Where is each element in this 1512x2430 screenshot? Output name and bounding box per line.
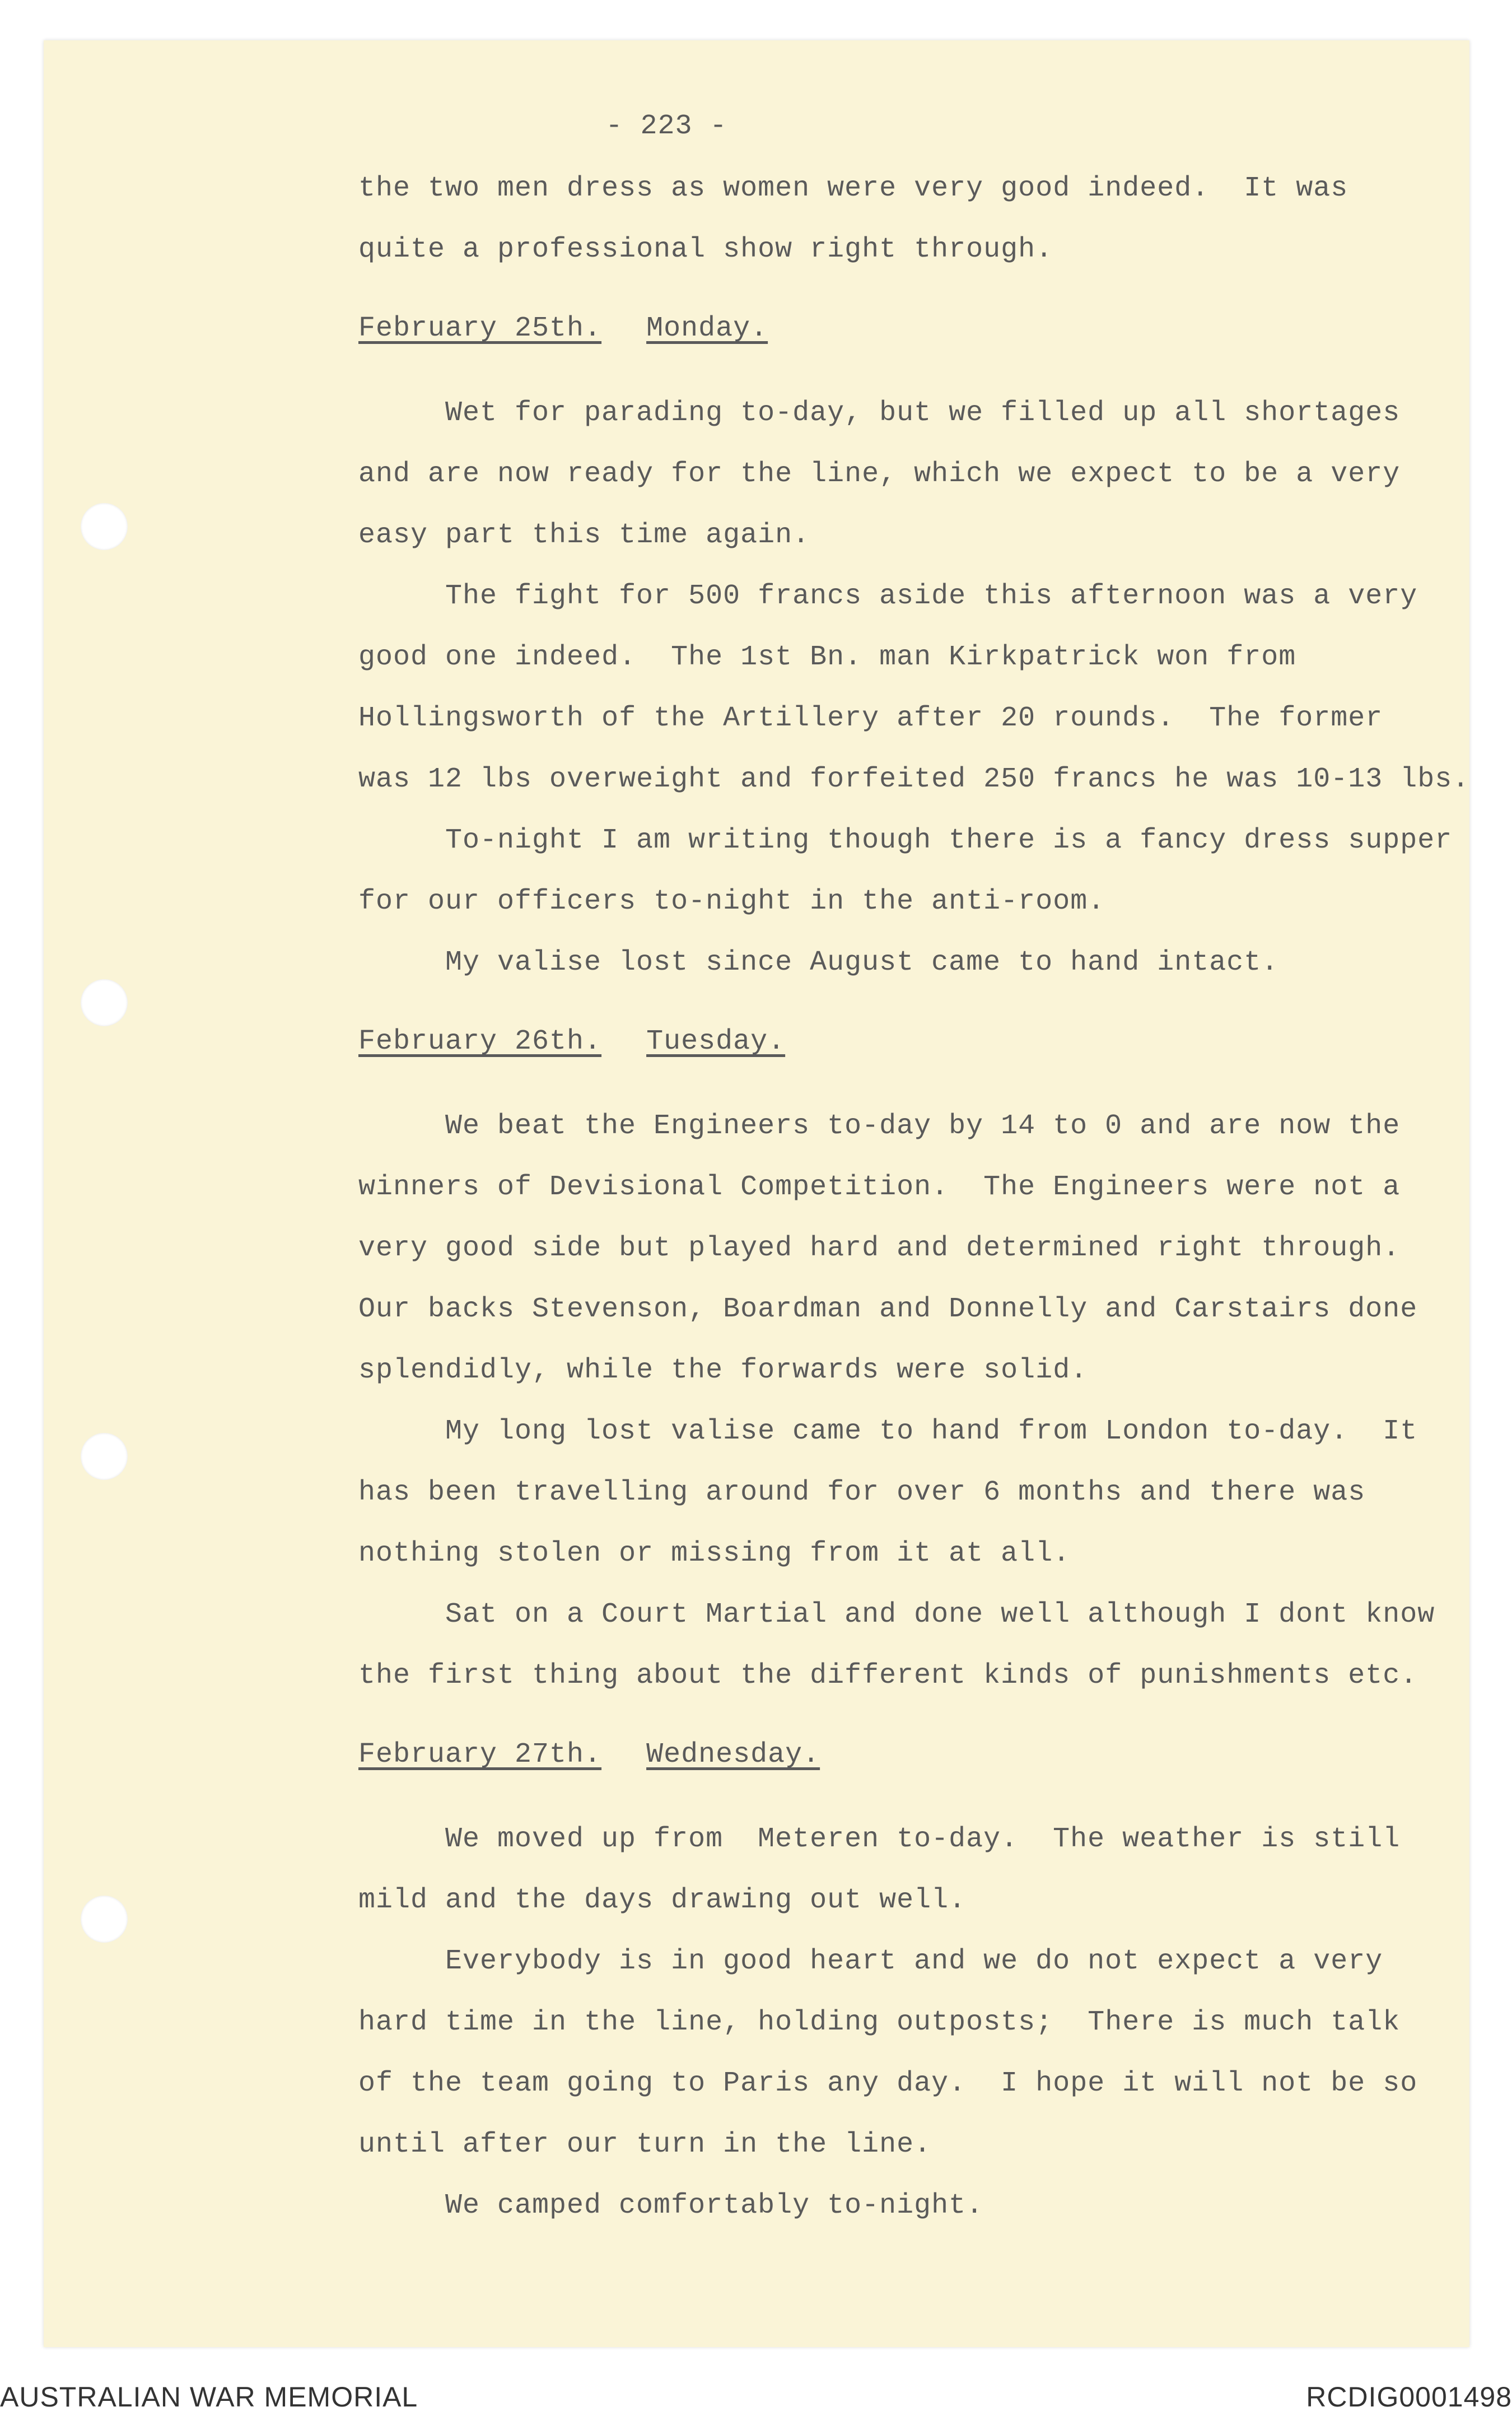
text-line: quite a professional show right through. [358,234,1053,266]
footer-reference: RCDIG0001498 [1306,2381,1512,2413]
text-line: was 12 lbs overweight and forfeited 250 francs he was 10-13 lbs. [358,764,1470,795]
heading-date: February 26th. [358,1026,602,1058]
text-line: We beat the Engineers to-day by 14 to 0 and are now the [445,1110,1401,1142]
page-number: - 223 - [605,110,727,142]
text-line: very good side but played hard and determined right through. [358,1232,1401,1264]
heading-day: Wednesday. [646,1739,820,1771]
text-line: Hollingsworth of the Artillery after 20 rounds. The former [358,702,1383,734]
text-line: winners of Devisional Competition. The Engineers were not a [358,1171,1401,1203]
punch-hole [81,1433,128,1480]
text-line: until after our turn in the line. [358,2129,932,2161]
heading-day: Monday. [646,313,768,345]
punch-hole [81,979,128,1026]
text-line: Everybody is in good heart and we do not expect a very [445,1945,1383,1977]
text-line: splendidly, while the forwards were solid. [358,1354,1088,1386]
text-line: The fight for 500 francs aside this afternoon was a very [445,580,1418,612]
date-heading [358,1724,1467,1785]
date-heading [358,298,1467,359]
footer-institution: AUSTRALIAN WAR MEMORIAL [0,2381,418,2413]
text-line: To-night I am writing though there is a fancy dress supper [445,825,1453,856]
text-line: easy part this time again. [358,519,810,551]
heading-day: Tuesday. [646,1026,786,1058]
date-heading [358,1011,1467,1072]
text-line: Wet for parading to-day, but we filled up all shortages [445,397,1401,429]
text-line: My valise lost since August came to hand intact. [445,947,1279,979]
text-line: the first thing about the different kinds of punishments etc. [358,1660,1418,1692]
text-line: has been travelling around for over 6 months and there was [358,1477,1366,1509]
text-line: and are now ready for the line, which we expect to be a very [358,458,1401,490]
punch-hole [81,1896,128,1943]
punch-hole [81,503,128,550]
text-line: good one indeed. The 1st Bn. man Kirkpatrick won from [358,641,1296,673]
text-line: the two men dress as women were very good indeed. It was [358,173,1348,204]
text-line: of the team going to Paris any day. I hope it will not be so [358,2068,1418,2100]
text-line: Sat on a Court Martial and done well although I dont know [445,1599,1435,1631]
text-line: Our backs Stevenson, Boardman and Donnelly and Carstairs done [358,1293,1418,1325]
typed-text [358,106,1470,2236]
text-line: mild and the days drawing out well. [358,1884,967,1916]
text-line: We camped comfortably to-night. [445,2190,984,2222]
text-line: My long lost valise came to hand from London to-day. It [445,1416,1418,1447]
heading-date: February 25th. [358,313,602,345]
heading-date: February 27th. [358,1739,602,1771]
text-line: hard time in the line, holding outposts; There is much talk [358,2007,1401,2038]
text-line: We moved up from Meteren to-day. The weather is still [445,1823,1401,1855]
diary-body [358,158,1470,2236]
text-line: for our officers to-night in the anti-room. [358,886,1105,918]
text-line: nothing stolen or missing from it at all. [358,1538,1071,1570]
